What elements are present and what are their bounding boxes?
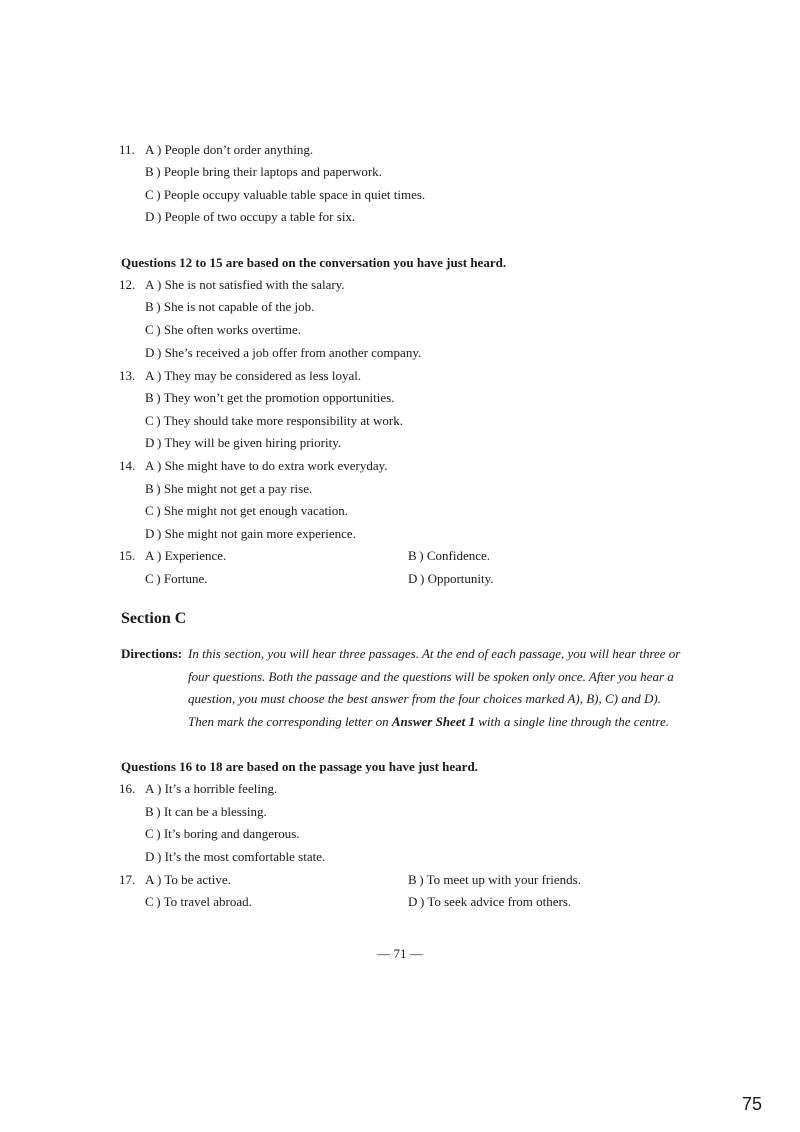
directions-line-1: In this section, you will hear three passages. At the end of each passage, you will hear three or <box>188 646 681 661</box>
option-d: D ) People of two occupy a table for six. <box>145 209 356 224</box>
question-number: 13. <box>119 368 136 383</box>
option-c: C ) She often works overtime. <box>145 322 302 337</box>
page-footer: — 71 — <box>377 946 423 961</box>
question-number: 11. <box>119 142 135 157</box>
page-number: 75 <box>741 1094 762 1114</box>
option-b: B ) She is not capable of the job. <box>145 299 315 314</box>
option-d: D ) She’s received a job offer from another company. <box>145 345 422 360</box>
directions-line-4-end: with a single line through the centre. <box>474 714 669 729</box>
directions-line-3: question, you must choose the best answer from the four choices marked A), B), C) and D). <box>188 691 661 706</box>
option-d: D ) It’s the most comfortable state. <box>145 849 326 864</box>
directions-line-4-start: Then mark the corresponding letter on <box>188 714 392 729</box>
question-number: 14. <box>119 458 136 473</box>
questions-heading: Questions 16 to 18 are based on the passage you have just heard. <box>121 759 478 774</box>
question-number: 12. <box>119 277 136 292</box>
option-b: B ) To meet up with your friends. <box>408 872 581 887</box>
option-c: C ) They should take more responsibility at work. <box>145 413 403 428</box>
option-a: A ) She is not satisfied with the salary. <box>145 277 345 292</box>
answer-sheet-ref: Answer Sheet 1 <box>391 714 475 729</box>
option-b: B ) She might not get a pay rise. <box>145 481 313 496</box>
option-a: A ) She might have to do extra work everyday. <box>145 458 388 473</box>
option-d: D ) They will be given hiring priority. <box>145 435 342 450</box>
option-a: A ) People don’t order anything. <box>145 142 314 157</box>
option-a: A ) To be active. <box>145 872 231 887</box>
option-b: B ) They won’t get the promotion opportunities. <box>145 390 395 405</box>
question-number: 15. <box>119 548 136 563</box>
option-d: D ) She might not gain more experience. <box>145 526 356 541</box>
option-a: A ) Experience. <box>145 548 227 563</box>
section-title: Section C <box>121 610 187 627</box>
option-a: A ) They may be considered as less loyal. <box>145 368 362 383</box>
option-b: B ) People bring their laptops and paperwork. <box>145 164 382 179</box>
option-c: C ) Fortune. <box>145 571 208 586</box>
option-c: C ) People occupy valuable table space in quiet times. <box>145 187 426 202</box>
option-b: B ) Confidence. <box>408 548 491 563</box>
option-a: A ) It’s a horrible feeling. <box>145 781 278 796</box>
questions-heading: Questions 12 to 15 are based on the conversation you have just heard. <box>121 255 507 270</box>
directions-line-4 <box>188 714 669 730</box>
option-c: C ) To travel abroad. <box>145 894 252 909</box>
option-d: D ) Opportunity. <box>408 571 494 586</box>
option-c: C ) She might not get enough vacation. <box>145 503 348 518</box>
directions-label: Directions: <box>121 646 183 661</box>
question-number: 16. <box>119 781 136 796</box>
option-c: C ) It’s boring and dangerous. <box>145 826 300 841</box>
directions-line-2: four questions. Both the passage and the questions will be spoken only once. After you hear a <box>188 669 674 684</box>
option-b: B ) It can be a blessing. <box>145 804 267 819</box>
question-number: 17. <box>119 872 136 887</box>
option-d: D ) To seek advice from others. <box>408 894 572 909</box>
